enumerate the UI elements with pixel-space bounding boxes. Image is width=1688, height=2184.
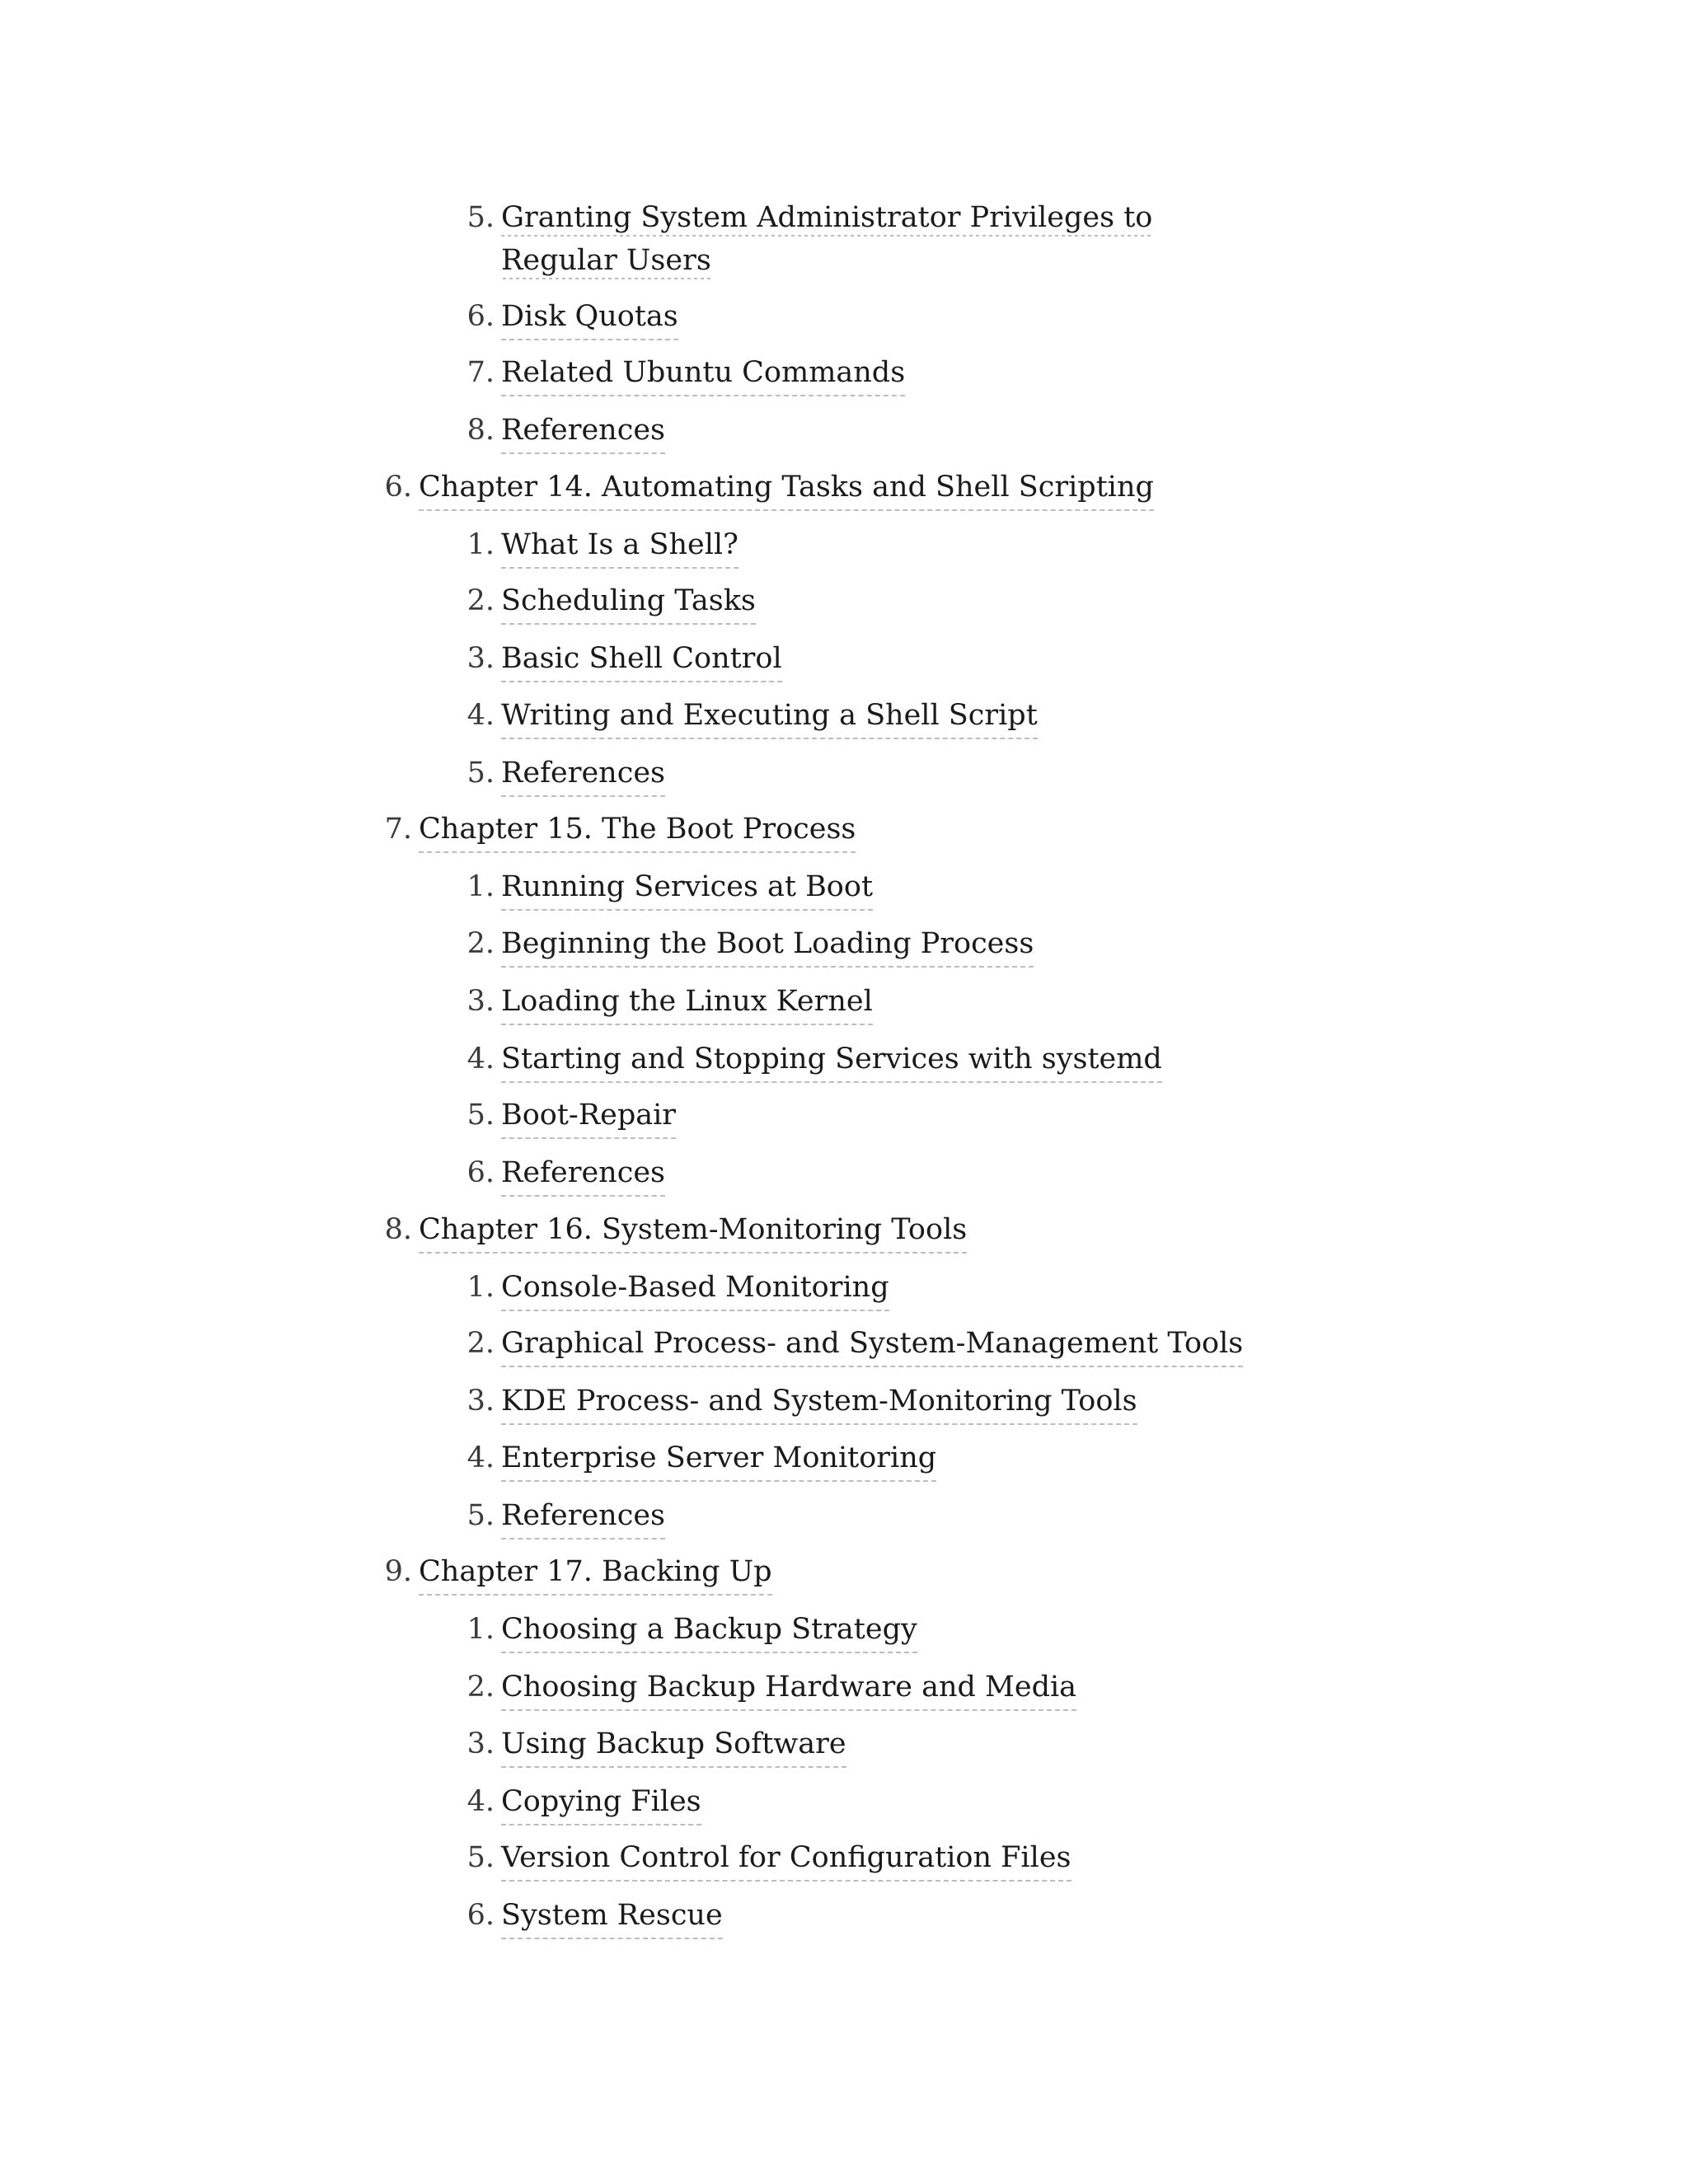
toc-entry-number: 2. — [467, 927, 495, 960]
toc-chapter-entry — [381, 808, 856, 853]
toc-link-loading-linux-kernel[interactable]: Loading the Linux Kernel — [501, 980, 873, 1025]
toc-link-version-control-config[interactable]: Version Control for Configuration Files — [501, 1836, 1071, 1882]
toc-entry-number: 2. — [467, 1671, 495, 1704]
toc-entry — [463, 1151, 665, 1197]
toc-entry — [463, 295, 678, 340]
toc-entry — [463, 865, 873, 911]
toc-entry — [463, 523, 738, 569]
toc-entry-number: 1. — [467, 1271, 495, 1304]
toc-entry-number: 1. — [467, 870, 495, 903]
toc-link-basic-shell-control[interactable]: Basic Shell Control — [501, 637, 782, 682]
toc-link-graphical-management-tools[interactable]: Graphical Process- and System-Management Tools — [501, 1322, 1243, 1367]
toc-entry-number: 7. — [467, 356, 495, 389]
toc-link-what-is-a-shell[interactable]: What Is a Shell? — [501, 523, 738, 569]
toc-link-console-based-monitoring[interactable]: Console-Based Monitoring — [501, 1266, 889, 1311]
toc-entry-number: 6. — [467, 1899, 495, 1932]
toc-chapter-entry — [381, 1550, 772, 1596]
toc-chapter-number: 9. — [384, 1555, 412, 1588]
toc-entry — [463, 1436, 936, 1482]
toc-link-beginning-boot-loading[interactable]: Beginning the Boot Loading Process — [501, 922, 1034, 968]
toc-entry-number: 6. — [467, 300, 495, 333]
toc-link-using-backup-software[interactable]: Using Backup Software — [501, 1722, 846, 1768]
toc-chapter-number: 7. — [384, 813, 412, 846]
toc-chapter-number: 6. — [384, 471, 412, 504]
toc-link-running-services-at-boot[interactable]: Running Services at Boot — [501, 865, 873, 911]
toc-entry-number: 4. — [467, 1785, 495, 1818]
toc-link-references[interactable]: References — [501, 409, 665, 454]
toc-entry — [463, 409, 665, 454]
toc-link-scheduling-tasks[interactable]: Scheduling Tasks — [501, 579, 756, 625]
toc-entry — [463, 980, 873, 1025]
toc-entry — [463, 1094, 676, 1139]
toc-link-references[interactable]: References — [501, 752, 665, 797]
toc-entry-number: 5. — [467, 1099, 495, 1132]
toc-link-disk-quotas[interactable]: Disk Quotas — [501, 295, 678, 340]
toc-link-references[interactable]: References — [501, 1494, 665, 1540]
toc-entry — [463, 1494, 665, 1540]
toc-link-references[interactable]: References — [501, 1151, 665, 1197]
toc-entry — [463, 637, 782, 682]
toc-chapter-entry — [381, 1208, 967, 1254]
toc-entry — [463, 1894, 723, 1939]
toc-entry-number: 4. — [467, 699, 495, 732]
toc-entry — [463, 694, 1038, 739]
toc-entry-number: 2. — [467, 584, 495, 617]
toc-entry-number: 3. — [467, 1727, 495, 1760]
toc-entry — [463, 1666, 1076, 1711]
toc-entry-number: 6. — [467, 1156, 495, 1189]
toc-link-system-rescue[interactable]: System Rescue — [501, 1894, 723, 1939]
toc-entry — [463, 752, 665, 797]
toc-link-related-ubuntu-commands[interactable]: Related Ubuntu Commands — [501, 351, 905, 396]
toc-entry-number: 3. — [467, 985, 495, 1018]
toc-link-boot-repair[interactable]: Boot-Repair — [501, 1094, 676, 1139]
toc-entry — [463, 1266, 889, 1311]
toc-entry — [463, 1038, 1162, 1083]
toc-entry-number: 5. — [467, 1841, 495, 1874]
toc-entry — [463, 1380, 1137, 1425]
toc-entry-number: 4. — [467, 1441, 495, 1474]
toc-entry — [463, 1322, 1243, 1367]
toc-link-systemd-services[interactable]: Starting and Stopping Services with systemd — [501, 1038, 1162, 1083]
toc-link-chapter-14[interactable]: Chapter 14. Automating Tasks and Shell Scripting — [419, 466, 1154, 511]
toc-entry — [463, 1780, 701, 1825]
toc-entry-number: 2. — [467, 1327, 495, 1360]
toc-chapter-entry — [381, 466, 1154, 511]
toc-link-chapter-16[interactable]: Chapter 16. System-Monitoring Tools — [419, 1208, 967, 1254]
toc-link-granting-admin-privileges[interactable]: Granting System Administrator Privileges to Regular Users — [501, 201, 1152, 279]
toc-entry — [463, 196, 1193, 282]
toc-entry-number: 5. — [467, 201, 495, 234]
toc-entry-number: 4. — [467, 1043, 495, 1076]
toc-link-kde-monitoring-tools[interactable]: KDE Process- and System-Monitoring Tools — [501, 1380, 1137, 1425]
toc-entry — [463, 579, 756, 625]
toc-entry-number: 5. — [467, 1499, 495, 1532]
toc-link-choosing-backup-strategy[interactable]: Choosing a Backup Strategy — [501, 1608, 917, 1653]
toc-entry-number: 5. — [467, 757, 495, 790]
toc-entry-number: 3. — [467, 1385, 495, 1418]
toc-chapter-number: 8. — [384, 1213, 412, 1246]
toc-entry — [463, 351, 905, 396]
toc-entry — [463, 922, 1034, 968]
toc-link-chapter-15[interactable]: Chapter 15. The Boot Process — [419, 808, 856, 853]
toc-entry — [463, 1836, 1071, 1882]
toc-entry-number: 1. — [467, 528, 495, 561]
toc-entry-number: 8. — [467, 414, 495, 447]
toc-entry — [463, 1608, 917, 1653]
toc-entry-number: 3. — [467, 642, 495, 675]
toc-link-enterprise-server-monitoring[interactable]: Enterprise Server Monitoring — [501, 1436, 936, 1482]
toc-entry — [463, 1722, 846, 1768]
toc-link-backup-hardware-media[interactable]: Choosing Backup Hardware and Media — [501, 1666, 1076, 1711]
toc-link-copying-files[interactable]: Copying Files — [501, 1780, 701, 1825]
toc-link-chapter-17[interactable]: Chapter 17. Backing Up — [419, 1550, 772, 1596]
toc-entry-number: 1. — [467, 1613, 495, 1646]
toc-link-writing-shell-script[interactable]: Writing and Executing a Shell Script — [501, 694, 1038, 739]
